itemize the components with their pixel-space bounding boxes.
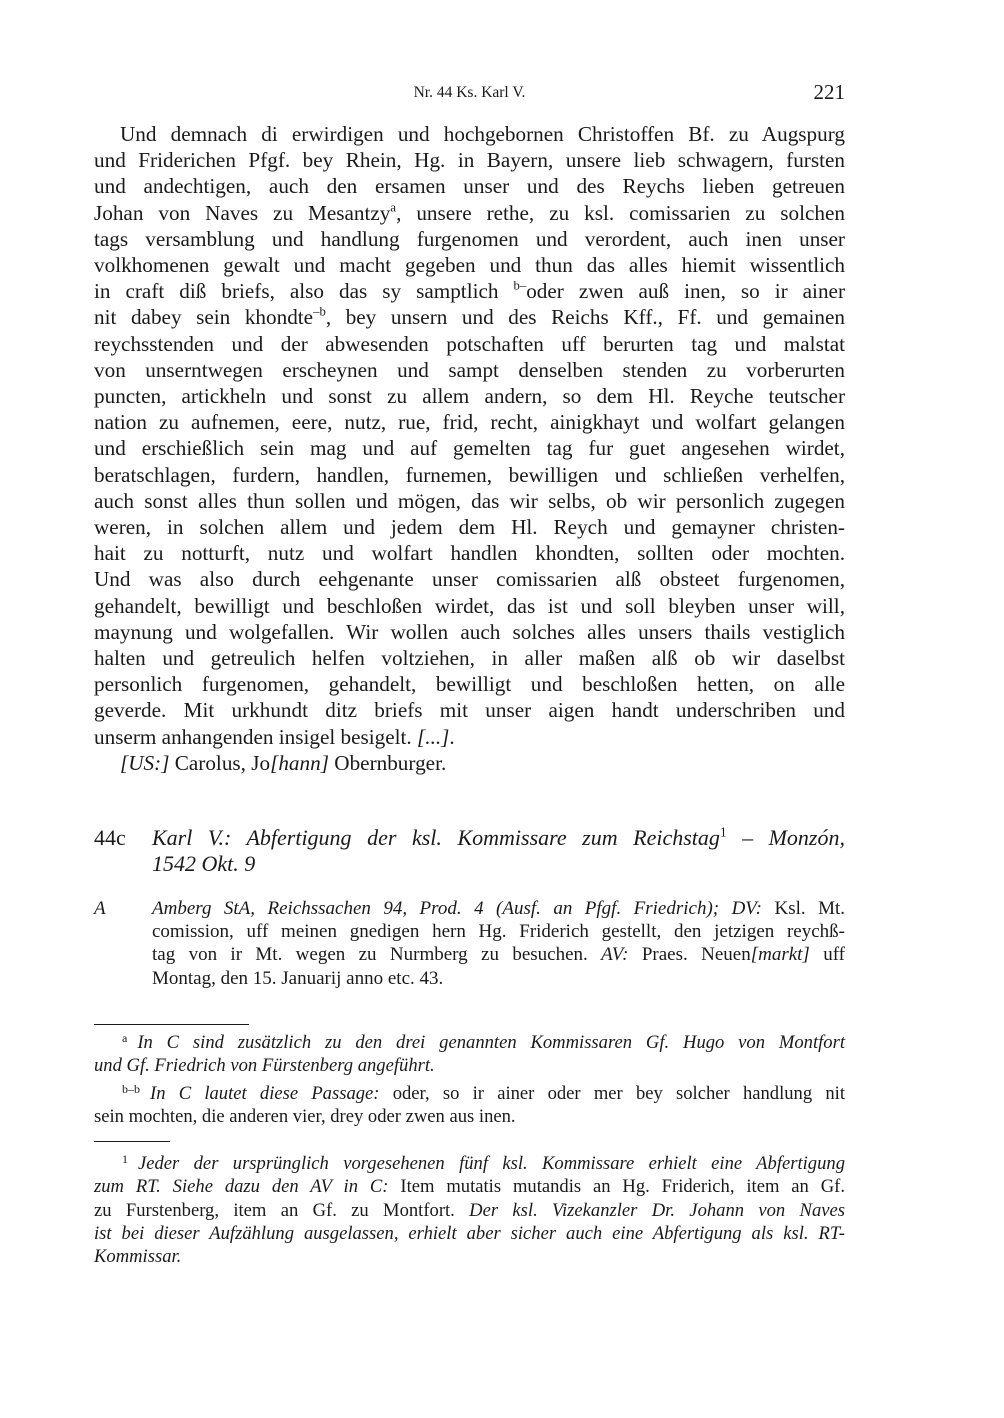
document-body <box>94 121 845 776</box>
body-line: nation zu aufnemen, eere, nutz, rue, frid, recht, ainigkhayt und wolfart gelangen <box>94 410 845 435</box>
footnote-separator <box>94 1024 249 1025</box>
body-line: weren, in solchen allem und jedem dem Hl. Reych und gemayner christen- <box>94 515 845 540</box>
footnote-a: $^a$ In C sind zusätzlich zu den drei genannten Kommissaren Gf. Hugo von Montfort <box>122 1031 845 1053</box>
body-line: halten und getreulich helfen voltziehen, in aller maßen alß ob wir daselbst <box>94 646 845 671</box>
footnote-marker-1[interactable]: 1 <box>719 824 727 840</box>
body-line: volkhomenen gewalt und macht gegeben und thun das alles hiemit wissentlich <box>94 253 845 278</box>
section-number: 44c <box>94 825 126 850</box>
body-line: und Friderichen Pfgf. bey Rhein, Hg. in Bayern, unsere lieb schwagern, fursten <box>94 148 845 173</box>
signature-line: [US:] Carolus, Jo[hann] Obernburger. <box>120 750 447 775</box>
body-line: und andechtigen, auch den ersamen unser und des Reychs lieben getreuen <box>94 174 845 199</box>
body-line: personlich furgenomen, gehandelt, bewilligt und beschloßen hetten, on alle <box>94 672 845 697</box>
footnote-marker-a[interactable]: a <box>390 200 397 215</box>
running-head <box>94 80 845 106</box>
content-footnotes: $^1$ Jeder der ursprünglich vorgesehenen fünf ksl. Kommissare erhielt eine Abfertigung zum RT. Siehe dazu den AV in C: Item mutatis mutandis an Hg. Friderich, item an Gf. zu Furstenberg, item an Gf. zu Montfort. Der ksl. Vizekanzler Dr. Johann von Naves ist bei dieser Aufzählung ausgelassen, erhielt aber sicher auch eine Abfertigung als ksl. RT- Kommissar. <box>94 1148 845 1268</box>
editorial-omission: [...] <box>417 724 450 749</box>
page-number: 221 <box>813 80 845 104</box>
section-title: Karl V.: Abfertigung der ksl. Kommissare zum Reichstag$^1$ – Monzón, 1542 Okt. 9 <box>152 824 845 876</box>
body-line: tags versamblung und handlung furgenomen und verordent, auch inen unser <box>94 226 845 251</box>
body-line: reychsstenden und der abwesenden potschaften uff berurten tag und malstat <box>94 331 845 356</box>
body-line: Und demnach di erwirdigen und hochgebornen Christoffen Bf. zu Augspurg <box>120 122 845 146</box>
body-line: nit dabey sein khondte$^{-b}$, bey unsern und des Reichs Kff., Ff. und gemainen <box>94 305 845 330</box>
footnote-b: $^{b-b}$ In C lautet diese Passage: oder, so ir ainer oder mer bey solcher handlung nit <box>122 1081 845 1104</box>
text-critical-footnotes: $^a$ In C sind zusätzlich zu den drei genannten Kommissaren Gf. Hugo von Montfort und Gf. Friedrich von Fürstenberg angeführt. $^{b-b}$ In C lautet diese Passage: oder, so ir ainer oder mer bey solcher handlung nit sein mochten, die anderen vier, drey oder zwen aus inen. <box>94 1027 845 1128</box>
source-siglum: A <box>94 898 106 919</box>
archive-reference: Amberg StA, Reichssachen 94, Prod. 4 (Ausf. an Pfgf. Friedrich); DV: <box>152 898 763 919</box>
footnote-marker-b-close[interactable]: –b <box>313 305 326 320</box>
signature-label: [US:] <box>120 750 170 775</box>
body-line: gehandelt, bewilligt und beschloßen wirdet, das ist und soll bleyben unser will, <box>94 593 845 618</box>
footnote-1: $^1$ Jeder der ursprünglich vorgesehenen fünf ksl. Kommissare erhielt eine Abfertigung <box>122 1152 845 1174</box>
body-line: hait zu notturft, nutz und wolfart handlen khondten, sollten oder mochten. <box>94 541 845 566</box>
body-line: beratschlagen, furdern, handlen, furnemen, bewilligen und schließen verhelfen, <box>94 462 845 487</box>
footnote-separator <box>94 1141 170 1142</box>
body-line: unserm anhangenden insigel besigelt. [...]. <box>94 724 455 749</box>
body-line: geverde. Mit urkhundt ditz briefs mit unser aigen handt underschriben und <box>94 698 845 723</box>
body-line: maynung und wolgefallen. Wir wollen auch solches alles unsers thails vestiglich <box>94 619 845 644</box>
footnote-marker-b-open[interactable]: b– <box>513 278 527 293</box>
body-line: Und was also durch eehgenante unser comissarien alß obsteet furgenomen, <box>94 567 845 592</box>
body-line: puncten, artickheln und sonst zu allem andern, so dem Hl. Reyche teutscher <box>94 384 845 409</box>
body-line: in craft diß briefs, also das sy samptlich $^{b-}$oder zwen auß inen, so ir ainer <box>94 278 846 304</box>
running-head-title: Nr. 44 Ks. Karl V. <box>413 84 526 101</box>
body-line: Johan von Naves zu Mesantzy$^a$, unsere rethe, zu ksl. comissarien zu solchen <box>94 200 845 225</box>
body-line: und erschießlich sein mag und auf gemelten tag fur guet angesehen wirdet, <box>94 436 845 461</box>
body-line: auch sonst alles thun sollen und mögen, das wir selbs, ob wir personlich zugegen <box>94 488 845 513</box>
body-line: von unserntwegen erscheynen und sampt denselben stenden zu vorberurten <box>94 357 845 382</box>
